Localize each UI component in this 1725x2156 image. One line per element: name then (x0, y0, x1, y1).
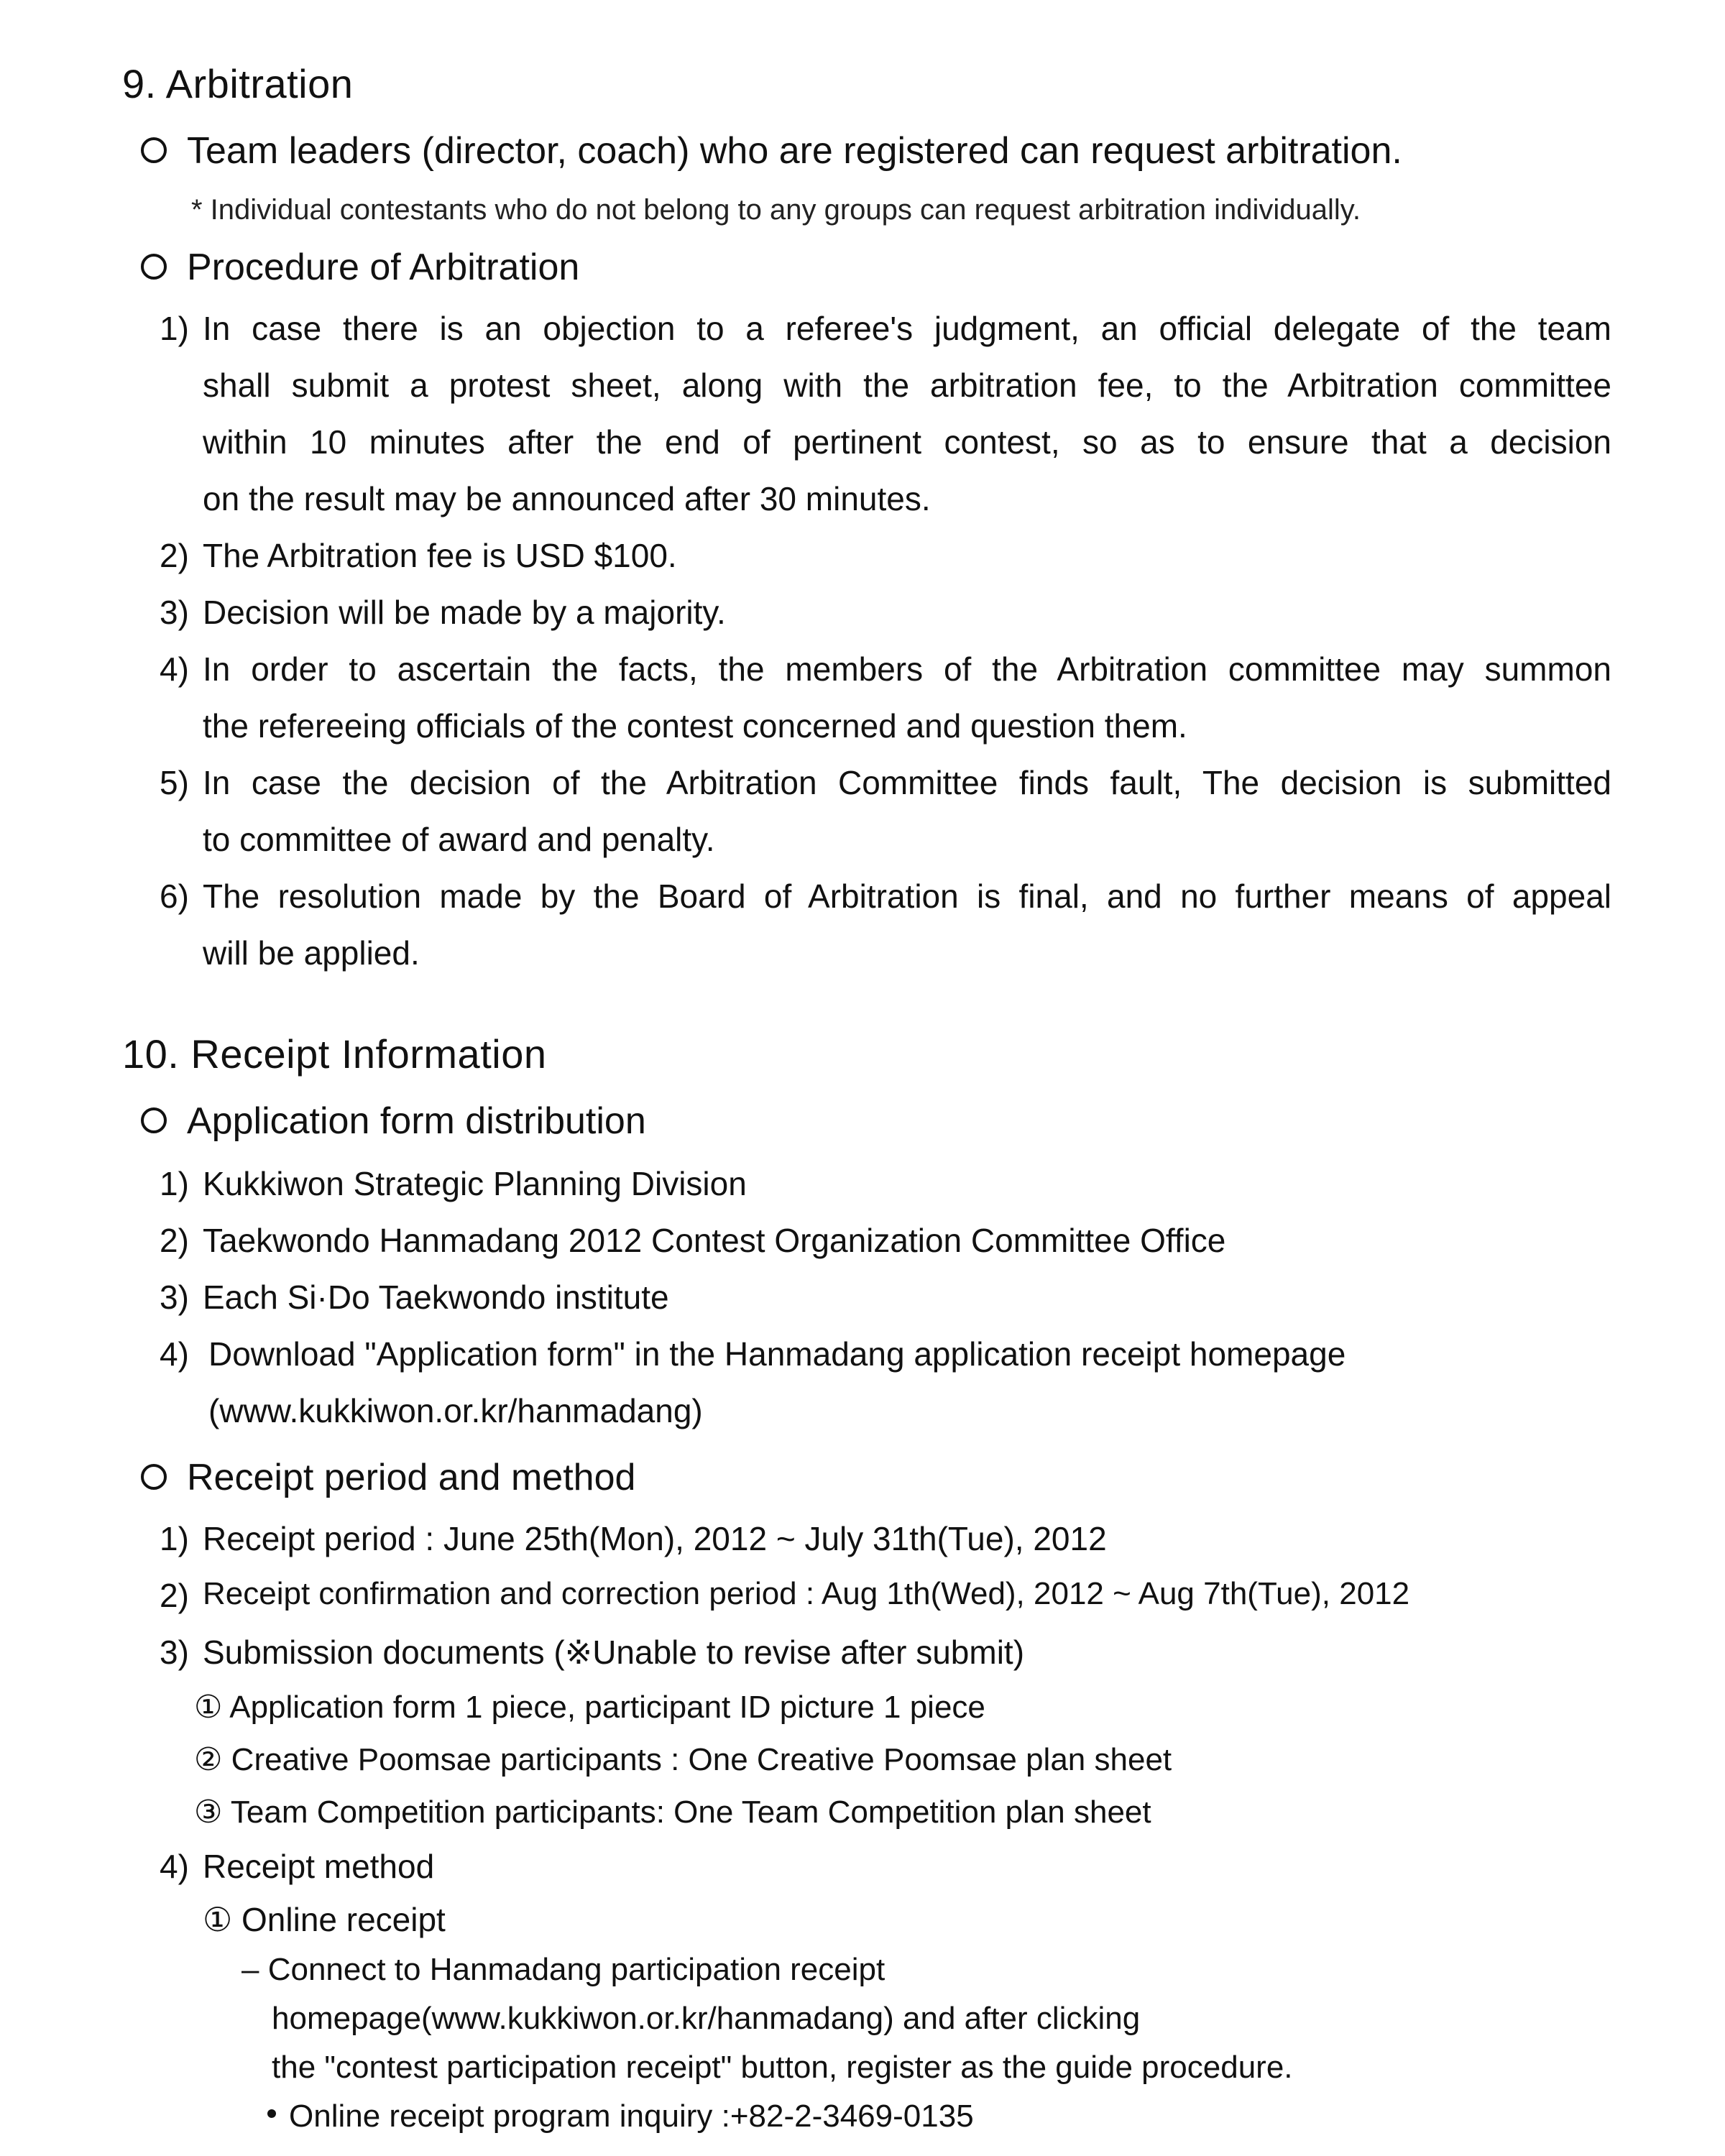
item-text-line: Taekwondo Hanmadang 2012 Contest Organization Committee Office (203, 1222, 1226, 1259)
item-text-line: will be applied. (203, 934, 420, 972)
item-number: 4) (160, 1848, 189, 1885)
item-number: 2) (160, 537, 189, 574)
item-text-line: on the result may be announced after 30 minutes. (203, 480, 931, 517)
item-number: 6) (160, 877, 189, 915)
online-text-line: homepage(www.kukkiwon.or.kr/hanmadang) and after clicking (272, 2001, 1141, 2036)
item-number: 4) (160, 650, 189, 688)
item-text-line: Receipt period : June 25th(Mon), 2012 ~ July 31th(Tue), 2012 (203, 1520, 1107, 1557)
bullet-text: Team leaders (director, coach) who are registered can request arbitration. (187, 130, 1402, 172)
item-number: 4) (160, 1335, 189, 1373)
item-text-line: Decision will be made by a majority. (203, 594, 726, 631)
online-text-line: the "contest participation receipt" button, register as the guide procedure. (272, 2050, 1293, 2085)
item-text-line: The Arbitration fee is USD $100. (203, 537, 677, 574)
bullet-text: Procedure of Arbitration (187, 247, 580, 288)
item-number: 3) (160, 1634, 189, 1671)
item-text-line: In order to ascertain the facts, the members of the Arbitration committee may summon (203, 650, 1611, 688)
section-10-bullet-2 (141, 1456, 635, 1499)
circle-bullet-icon (141, 1107, 167, 1133)
item-text-line: In case the decision of the Arbitration Committee finds fault, The decision is submitted (203, 764, 1611, 801)
item-number: 1) (160, 1165, 189, 1202)
circle-bullet-icon (141, 137, 167, 163)
section-9-title: 9. Arbitration (122, 61, 354, 106)
item-number: 2) (160, 1577, 189, 1614)
item-text-line: Kukkiwon Strategic Planning Division (203, 1165, 747, 1202)
section-10-bullet-1 (141, 1100, 646, 1143)
item-number: 3) (160, 594, 189, 631)
item-number: 5) (160, 764, 189, 801)
dot-bullet-icon (267, 2109, 276, 2118)
item-text-line: Each Si·Do Taekwondo institute (203, 1279, 669, 1316)
bullet-text: Application form distribution (187, 1100, 646, 1142)
document-item: ② Creative Poomsae participants : One Creative Poomsae plan sheet (194, 1742, 1172, 1777)
section-9-bullet-1 (141, 129, 1402, 172)
section-9-note: * Individual contestants who do not belong to any groups can request arbitration individually. (191, 194, 1361, 226)
section-9-bullet-2 (141, 246, 579, 289)
item-text-line: The resolution made by the Board of Arbitration is final, and no further means of appeal (203, 877, 1611, 915)
circle-bullet-icon (141, 254, 167, 280)
bullet-text: Receipt period and method (187, 1457, 636, 1498)
document-item: ① Application form 1 piece, participant ID picture 1 piece (194, 1690, 985, 1725)
item-text-line: Download "Application form" in the Hanmadang application receipt homepage (208, 1335, 1346, 1373)
item-number: 2) (160, 1222, 189, 1259)
item-number: 1) (160, 310, 189, 347)
online-text-line: – Connect to Hanmadang participation receipt (242, 1952, 886, 1987)
circle-bullet-icon (141, 1464, 167, 1490)
url-text: (www.kukkiwon.or.kr/hanmadang) (208, 1392, 703, 1429)
inquiry-line (267, 2099, 974, 2134)
online-receipt-label: ① Online receipt (203, 1901, 446, 1938)
item-text-line: shall submit a protest sheet, along with the arbitration fee, to the Arbitration committee (203, 367, 1611, 404)
item-text-line: Receipt method (203, 1848, 435, 1885)
item-text-line: the refereeing officials of the contest concerned and question them. (203, 707, 1187, 745)
item-text-line: to committee of award and penalty. (203, 821, 715, 858)
item-number: 3) (160, 1279, 189, 1316)
item-text-line: In case there is an objection to a referee's judgment, an official delegate of the team (203, 310, 1611, 347)
item-number: 1) (160, 1520, 189, 1557)
item-text-line: Receipt confirmation and correction period : Aug 1th(Wed), 2012 ~ Aug 7th(Tue), 2012 (203, 1576, 1410, 1611)
item-text-line: Submission documents (※Unable to revise after submit) (203, 1634, 1025, 1671)
section-10-title: 10. Receipt Information (122, 1031, 547, 1077)
item-text-line: within 10 minutes after the end of pertinent contest, so as to ensure that a decision (203, 423, 1611, 461)
inquiry-text: Online receipt program inquiry :+82-2-3469-0135 (289, 2099, 974, 2134)
document-item: ③ Team Competition participants: One Team Competition plan sheet (194, 1795, 1151, 1830)
